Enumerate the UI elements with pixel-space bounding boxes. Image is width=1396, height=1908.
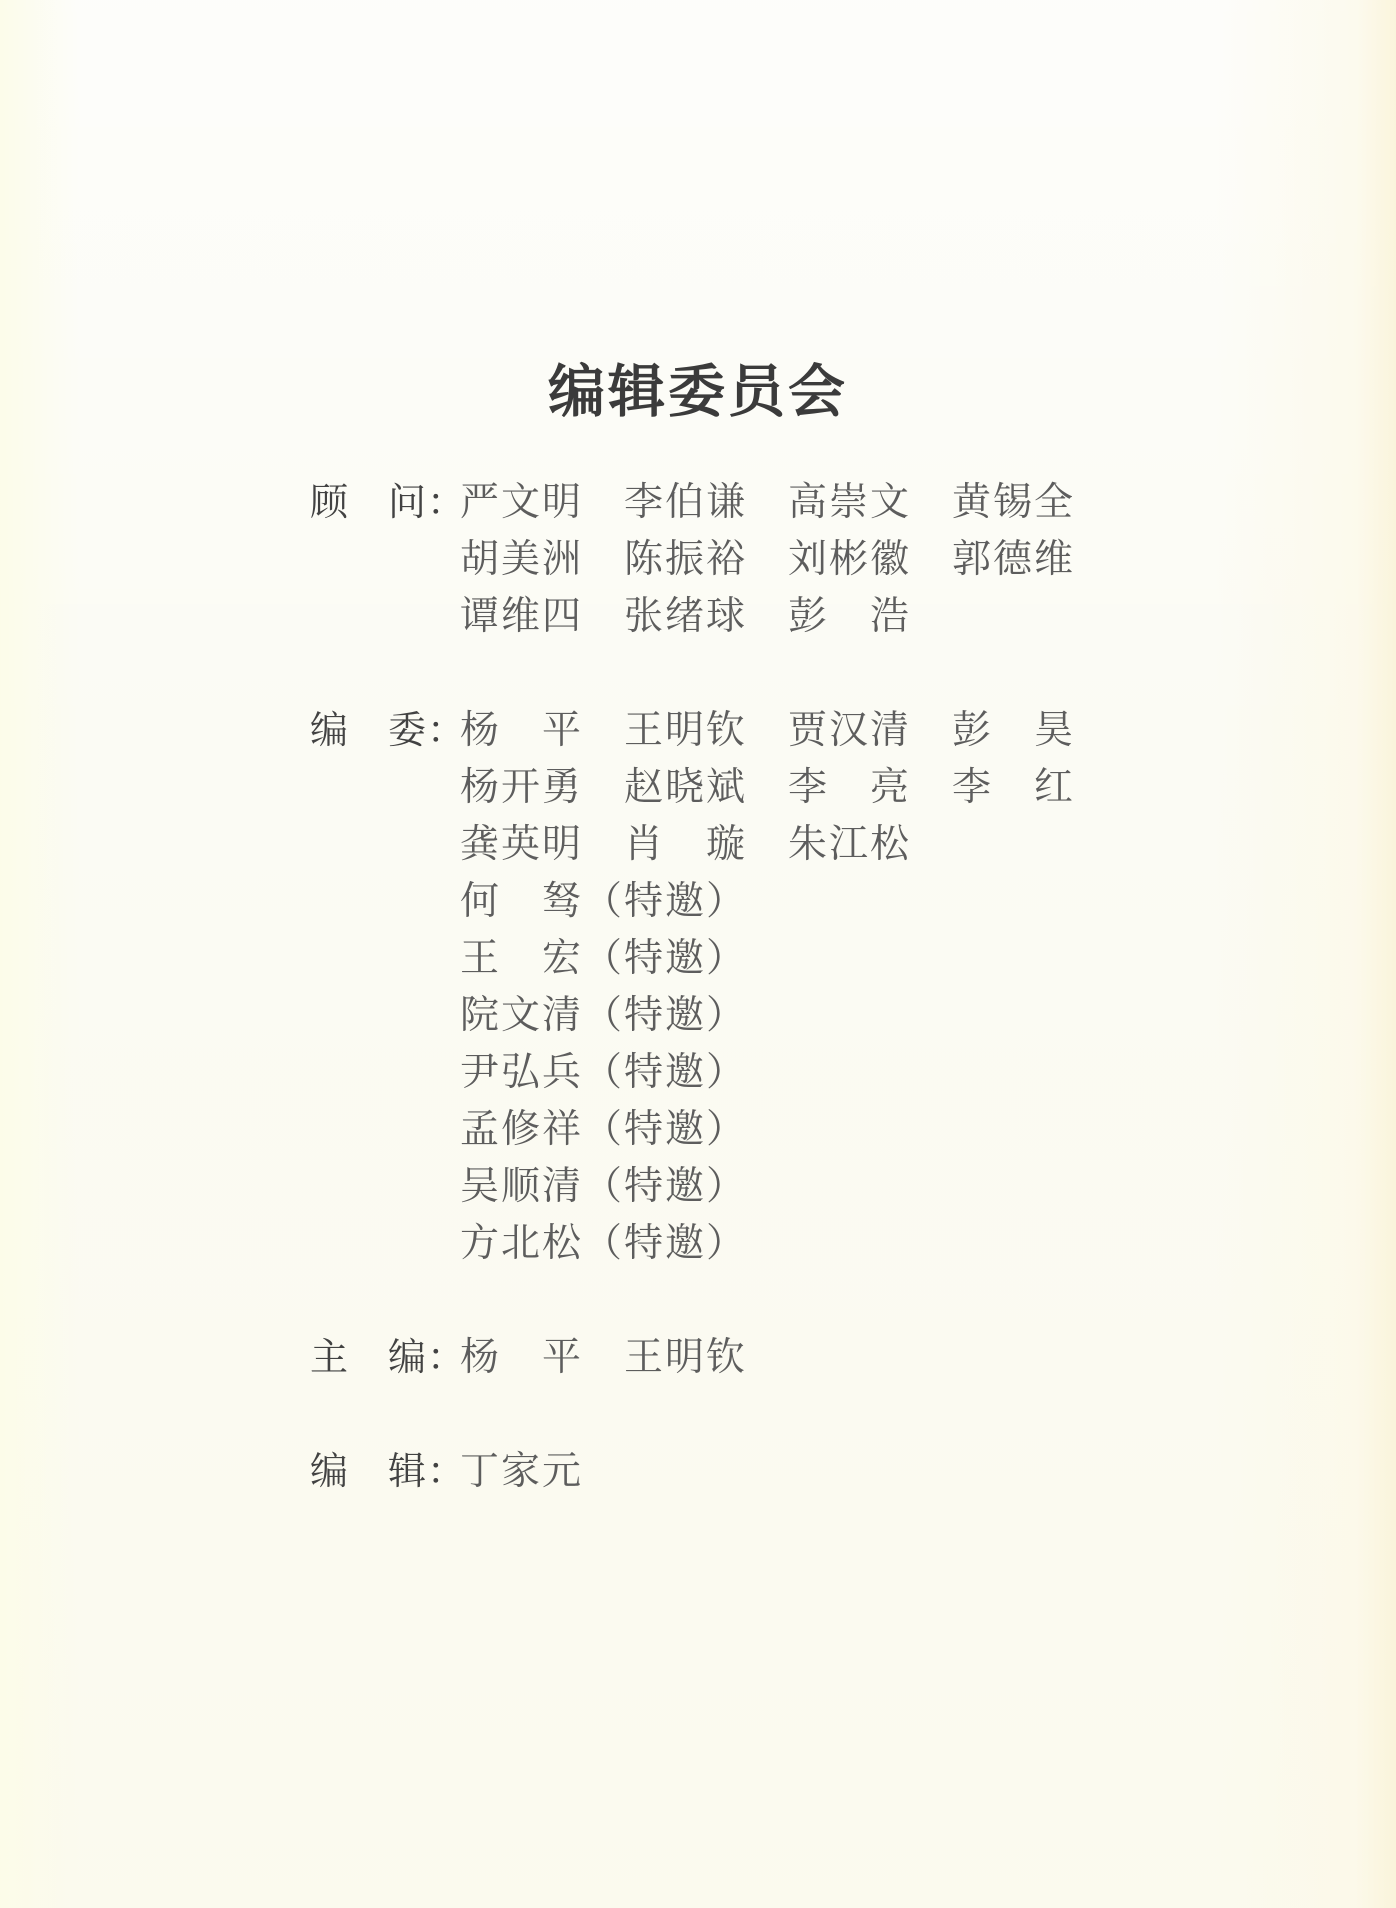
name-row: 杨开勇 赵晓斌 李 亮 李 红 <box>460 765 1076 810</box>
committee-section <box>310 702 1260 1272</box>
name-row: 院文清（特邀） <box>460 993 748 1038</box>
section-label: 主 编： <box>310 1335 467 1379</box>
name-row: 方北松（特邀） <box>460 1221 748 1266</box>
name-row: 孟修祥（特邀） <box>460 1107 748 1152</box>
name-row: 严文明 李伯谦 高崇文 黄锡全 <box>460 480 1076 525</box>
name-row: 杨 平 王明钦 <box>460 1335 748 1380</box>
name-row: 胡美洲 陈振裕 刘彬徽 郭德维 <box>460 537 1076 582</box>
name-row: 王 宏（特邀） <box>460 936 748 981</box>
section-label: 顾 问： <box>310 480 467 524</box>
section-rows <box>460 702 1260 1272</box>
name-row: 谭维四 张绪球 彭 浩 <box>460 594 912 639</box>
section-label: 编 辑： <box>310 1449 467 1493</box>
committee-section <box>310 1329 1260 1386</box>
section-rows <box>460 1329 1260 1386</box>
name-row: 丁家元 <box>460 1449 584 1494</box>
committee-section <box>310 1443 1260 1500</box>
section-label: 编 委： <box>310 708 467 752</box>
page-title: 编辑委员会 <box>548 359 848 425</box>
section-rows <box>460 474 1260 645</box>
name-row: 何 驽（特邀） <box>460 879 748 924</box>
name-row: 吴顺清（特邀） <box>460 1164 748 1209</box>
name-row: 杨 平 王明钦 贾汉清 彭 昊 <box>460 708 1076 753</box>
committee-section <box>310 474 1260 645</box>
section-rows <box>460 1443 1260 1500</box>
committee-sections <box>310 474 1260 1557</box>
name-row: 尹弘兵（特邀） <box>460 1050 748 1095</box>
name-row: 龚英明 肖 璇 朱江松 <box>460 822 912 867</box>
